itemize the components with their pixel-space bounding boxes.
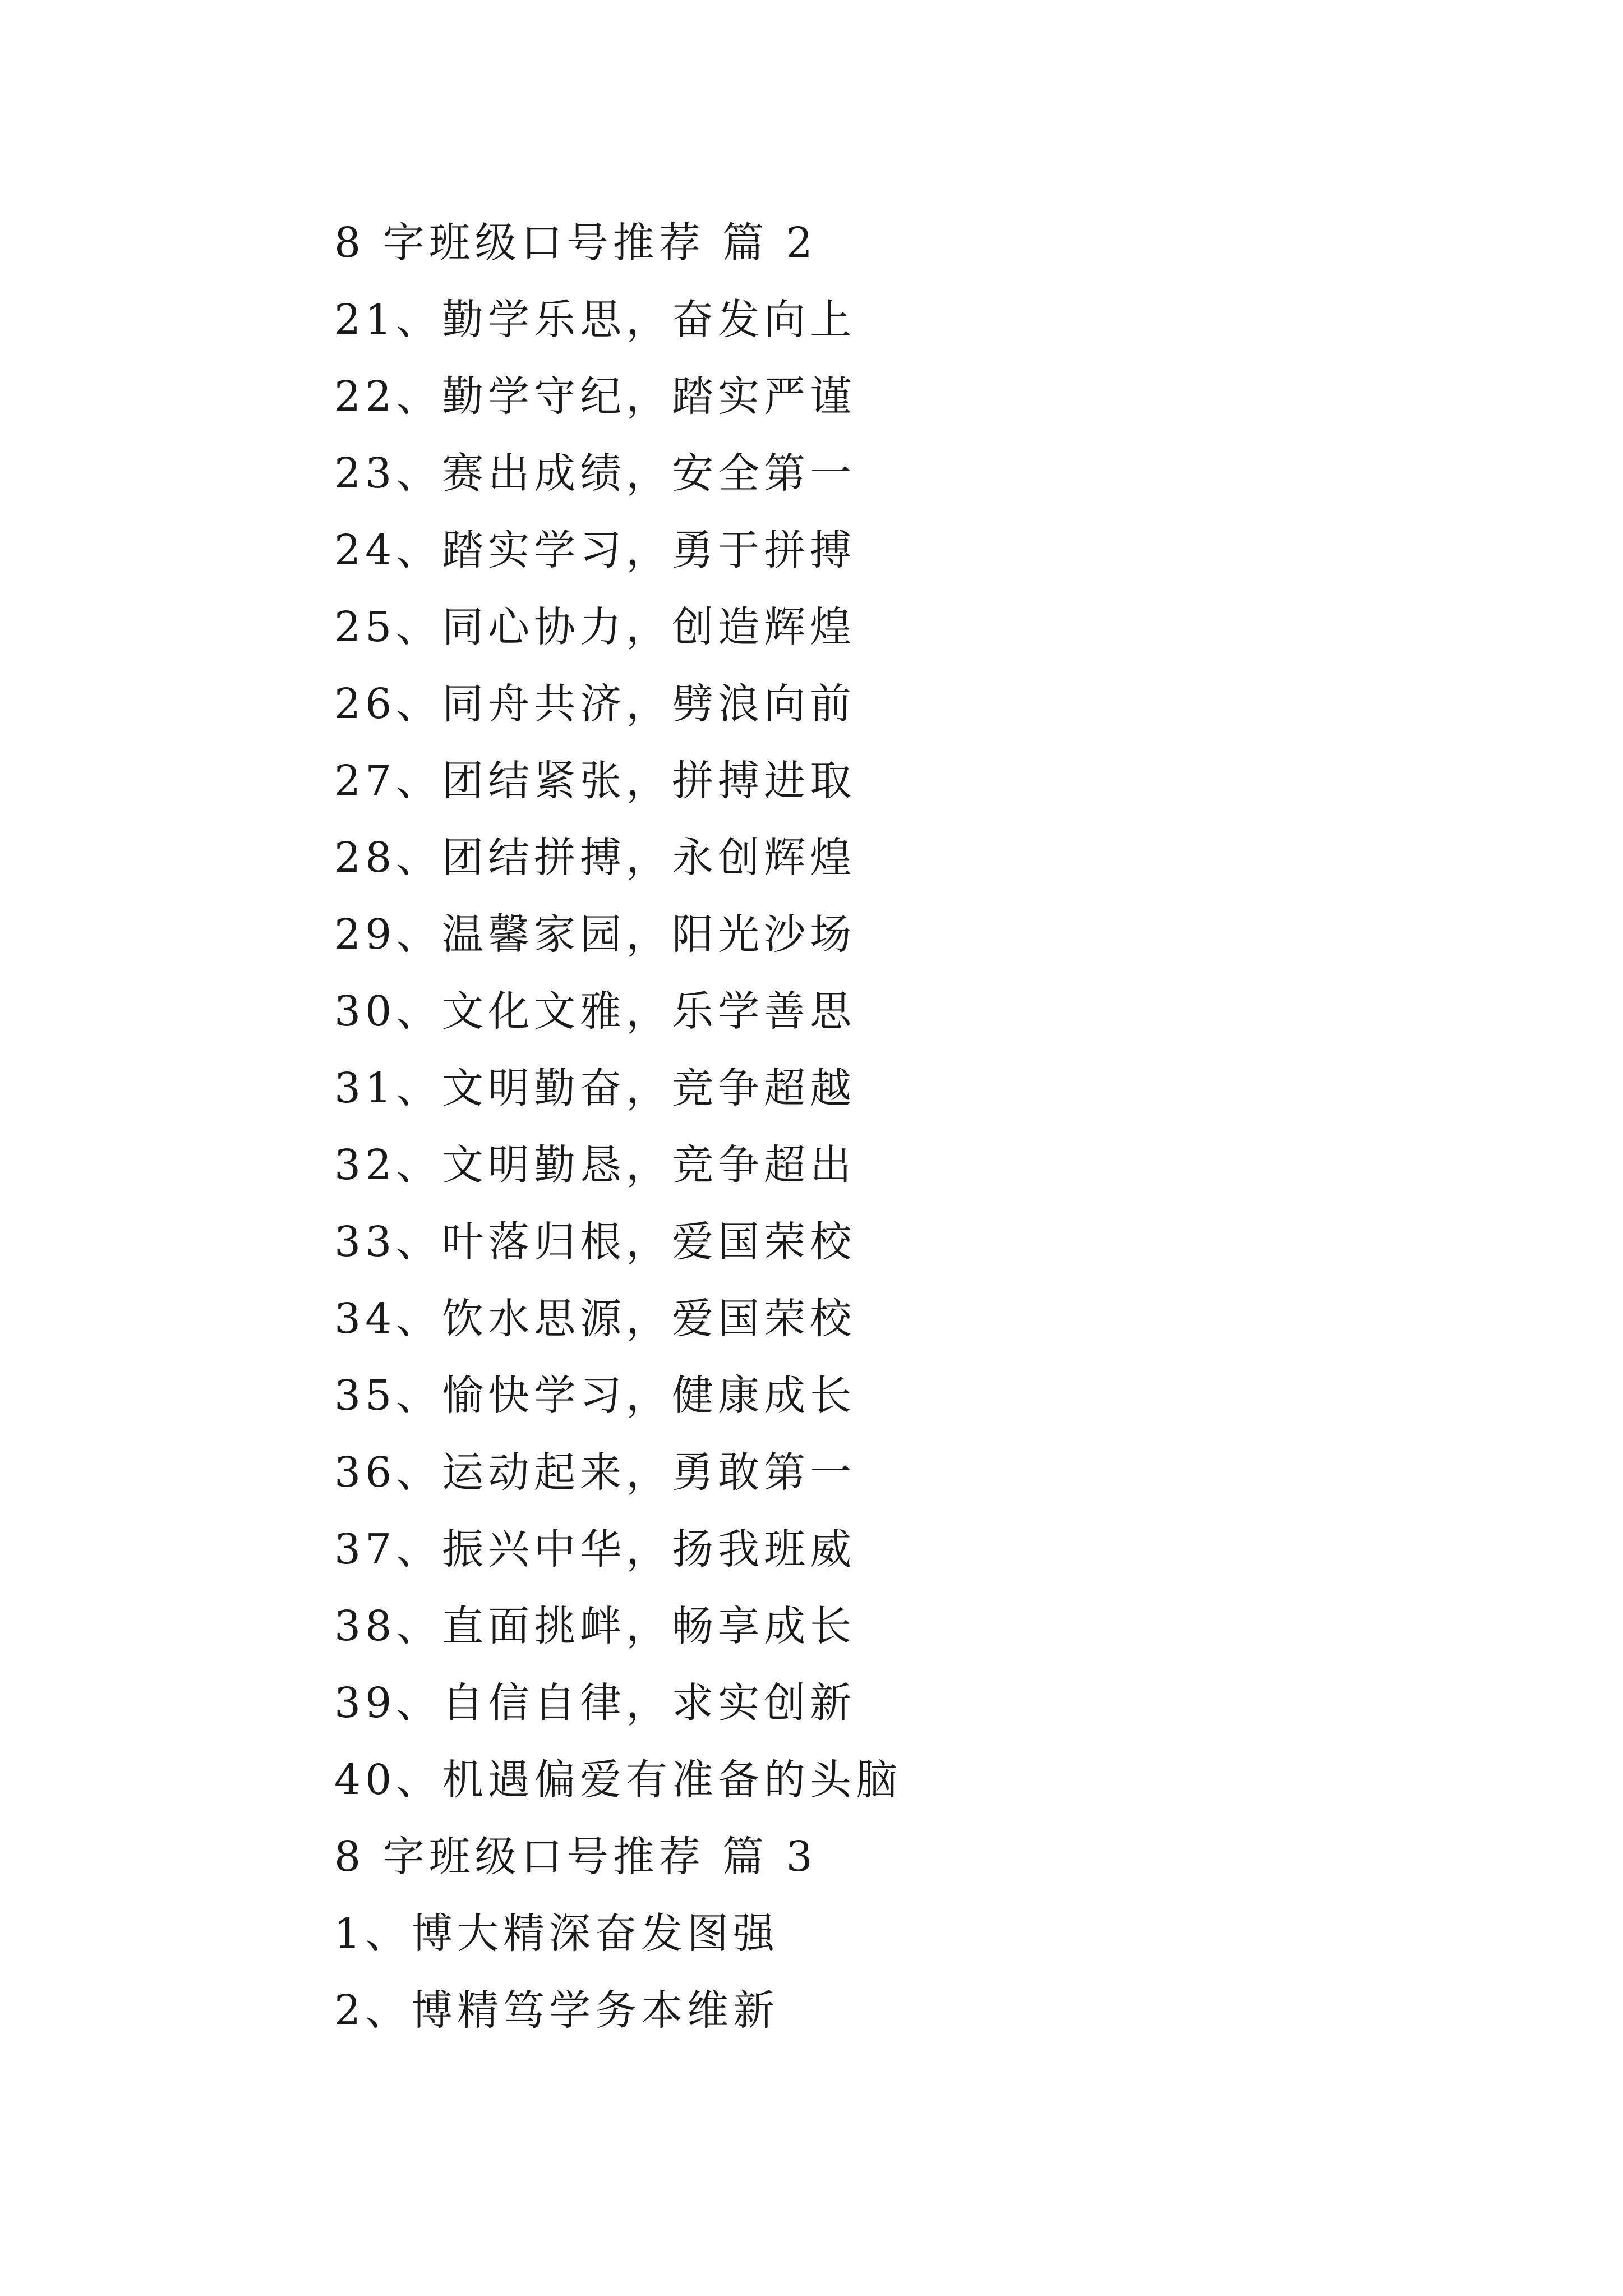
slogan-item: 25、同心协力，创造辉煌 bbox=[334, 603, 856, 651]
slogan-item: 28、团结拼搏，永创辉煌 bbox=[334, 834, 856, 882]
slogan-item: 30、文化文雅，乐学善思 bbox=[334, 987, 856, 1036]
slogan-item: 39、自信自律，求实创新 bbox=[334, 1679, 856, 1727]
slogan-item: 26、同舟共济，劈浪向前 bbox=[334, 680, 856, 728]
slogan-item: 37、振兴中华，扬我班威 bbox=[334, 1525, 856, 1573]
slogan-item: 34、饮水思源，爱国荣校 bbox=[334, 1295, 856, 1343]
slogan-item: 22、勤学守纪，踏实严谨 bbox=[334, 372, 856, 421]
slogan-item: 38、直面挑衅，畅享成长 bbox=[334, 1602, 856, 1650]
section-heading: 8 字班级口号推荐 篇 3 bbox=[334, 1833, 817, 1881]
slogan-item: 2、博精笃学务本维新 bbox=[334, 1986, 780, 2035]
slogan-item: 31、文明勤奋，竞争超越 bbox=[334, 1064, 856, 1112]
slogan-item: 24、踏实学习，勇于拼搏 bbox=[334, 526, 856, 574]
slogan-item: 32、文明勤恳，竞争超出 bbox=[334, 1141, 856, 1189]
slogan-item: 27、团结紧张，拼搏进取 bbox=[334, 757, 856, 805]
slogan-item: 29、温馨家园，阳光沙场 bbox=[334, 910, 856, 959]
slogan-item: 23、赛出成绩，安全第一 bbox=[334, 449, 856, 498]
slogan-item: 1、博大精深奋发图强 bbox=[334, 1910, 780, 1958]
section-heading: 8 字班级口号推荐 篇 2 bbox=[334, 219, 817, 267]
slogan-item: 21、勤学乐思，奋发向上 bbox=[334, 296, 856, 344]
slogan-item: 36、运动起来，勇敢第一 bbox=[334, 1448, 856, 1497]
slogan-item: 35、愉快学习，健康成长 bbox=[334, 1372, 856, 1420]
slogan-item: 40、机遇偏爱有准备的头脑 bbox=[334, 1756, 902, 1804]
document-body bbox=[334, 205, 1456, 2049]
slogan-item: 33、叶落归根，爱国荣校 bbox=[334, 1218, 856, 1266]
